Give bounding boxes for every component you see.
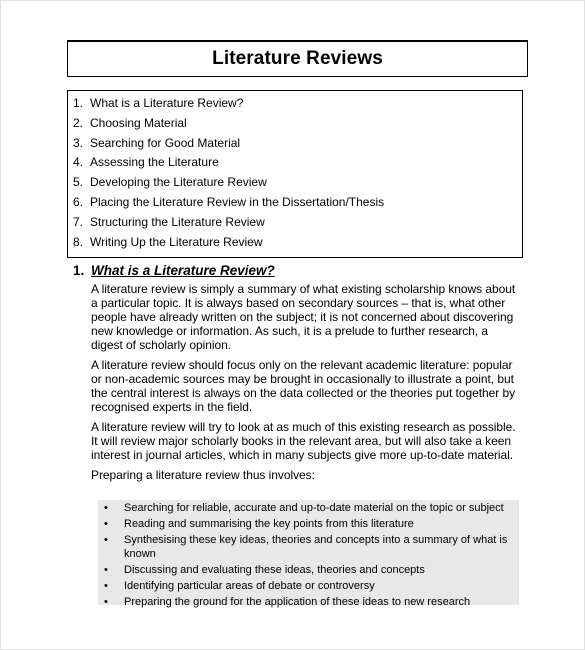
table-of-contents: [67, 90, 523, 258]
toc-item-label: What is a Literature Review?: [90, 96, 244, 110]
body-paragraph: A literature review is simply a summary of what existing scholarship knows about a particular topic. It is always based on secondary sources – that is, what other people have already written on the subject; it is not concerned about discovering new knowledge or information. As such, it is a prelude to further research, a digest of scholarly opinion.: [91, 282, 516, 352]
section-heading-text: What is a Literature Review?: [91, 263, 275, 278]
toc-item-label: Choosing Material: [90, 115, 187, 130]
toc-item-number: 7.: [73, 214, 84, 229]
toc-item: [73, 94, 522, 114]
section-heading: [73, 262, 523, 280]
bullet-item: [98, 518, 519, 532]
bullet-text: Preparing the ground for the application of these ideas to new research: [124, 595, 471, 608]
bullet-icon: •: [104, 563, 108, 576]
bullet-icon: •: [104, 534, 108, 546]
toc-item: [73, 114, 522, 134]
section-body: [91, 282, 521, 488]
body-paragraph: A literature review will try to look at as much of this existing research as possible. It will review major scholarly books in the relevant area, but will also take a keen interest in journal articles, which in many subjects give more up-to-date material.: [91, 420, 516, 462]
toc-item-label: Structuring the Literature Review: [90, 214, 265, 229]
bullet-item: [98, 580, 519, 594]
section-number: 1.: [73, 263, 85, 278]
toc-item-label: Assessing the Literature: [90, 155, 219, 170]
section-what-is-literature-review: [73, 262, 523, 482]
toc-item-label: Searching for Good Material: [90, 135, 241, 150]
bullet-item: [98, 502, 519, 516]
bullet-item: [98, 596, 519, 610]
toc-item: [73, 193, 522, 213]
toc-item-number: 6.: [73, 194, 84, 209]
toc-item: [73, 153, 522, 173]
bullet-icon: •: [104, 502, 108, 514]
bullet-text: Synthesising these key ideas, theories and concepts into a summary of what is known: [124, 534, 508, 560]
bullet-text: Reading and summarising the key points from this literature: [124, 518, 414, 530]
page-title: Literature Reviews: [212, 48, 383, 69]
bullet-item: [98, 564, 519, 578]
toc-list: [68, 91, 522, 252]
toc-item-label: Developing the Literature Review: [90, 175, 267, 190]
toc-item: [73, 134, 522, 154]
toc-item-number: 8.: [73, 234, 84, 249]
title-box: [67, 40, 528, 77]
toc-item-label: Writing Up the Literature Review: [90, 234, 263, 249]
toc-item-number: 1.: [73, 96, 84, 110]
bullet-list-box: [98, 500, 519, 608]
bullet-text: Discussing and evaluating these ideas, theories and concepts: [124, 563, 425, 576]
toc-item-number: 5.: [73, 175, 84, 190]
toc-item: [73, 233, 522, 253]
bullet-icon: •: [104, 518, 108, 530]
bullet-icon: •: [104, 579, 108, 592]
body-paragraph-intro: Preparing a literature review thus involves:: [91, 468, 315, 482]
toc-item-label: Placing the Literature Review in the Dissertation/Thesis: [90, 194, 385, 209]
bullet-list: [98, 500, 519, 609]
toc-item: [73, 173, 522, 193]
bullet-text: Identifying particular areas of debate or controversy: [124, 579, 375, 592]
bullet-item: [98, 534, 519, 561]
bullet-text: Searching for reliable, accurate and up-to-date material on the topic or subject: [124, 502, 504, 514]
toc-item: [73, 213, 522, 233]
toc-item-number: 3.: [73, 135, 84, 150]
toc-item-number: 2.: [73, 115, 84, 130]
bullet-icon: •: [104, 595, 108, 608]
body-paragraph: A literature review should focus only on the relevant academic literature: popular or non-academic sources may be brought in occasionally to illustrate a point, but the central interest is always on the data collected or the theories put together by recognised experts in the field.: [91, 358, 516, 414]
toc-item-number: 4.: [73, 155, 84, 170]
